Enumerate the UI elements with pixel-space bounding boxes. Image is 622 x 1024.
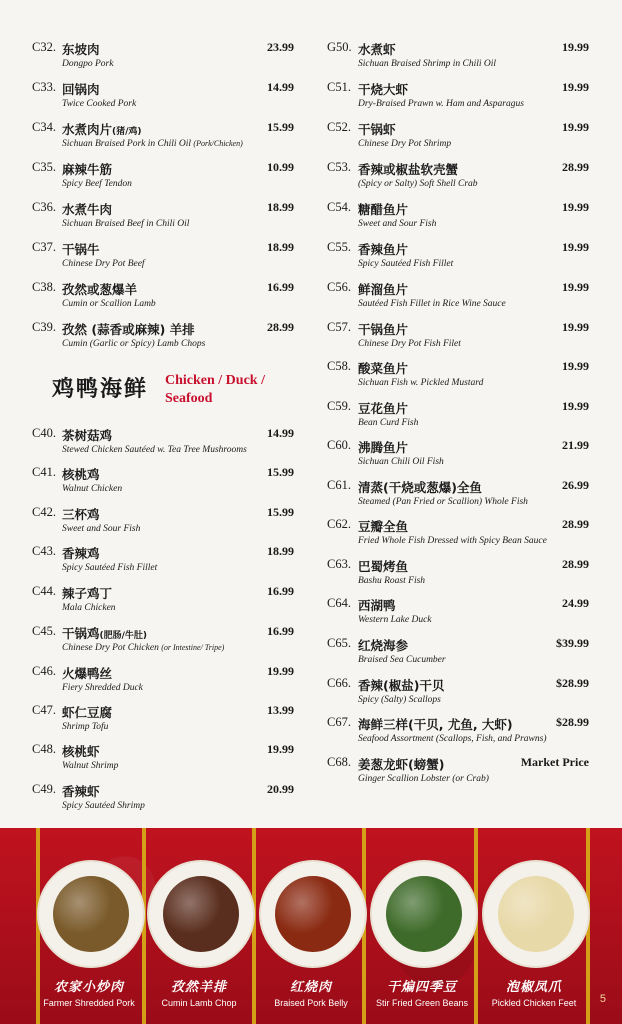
item-name-note: (猪/鸡) bbox=[112, 127, 142, 137]
item-name-english bbox=[358, 695, 441, 705]
item-desc-main: Dry-Braised Prawn w. Ham and Asparagus bbox=[358, 99, 524, 109]
dish-name-chinese: 孜然羊排 bbox=[170, 980, 227, 995]
section-heading bbox=[52, 368, 302, 418]
item-name-chinese bbox=[62, 624, 147, 642]
item-price: 18.99 bbox=[267, 200, 294, 214]
item-name-main: 姜葱龙虾(螃蟹) bbox=[358, 757, 445, 772]
item-desc-main: Cumin or Scallion Lamb bbox=[62, 299, 156, 309]
item-name-main: 清蒸(干烧或葱爆)全鱼 bbox=[358, 480, 482, 495]
item-name-chinese bbox=[62, 664, 112, 682]
item-code: C41. bbox=[32, 465, 56, 479]
item-code: C52. bbox=[327, 120, 351, 134]
item-name-english bbox=[358, 299, 506, 309]
item-name-chinese bbox=[358, 517, 408, 535]
item-name-english bbox=[62, 139, 243, 149]
item-price: 20.99 bbox=[267, 782, 294, 796]
item-name-chinese bbox=[358, 40, 396, 58]
item-name-english bbox=[62, 524, 140, 534]
featured-dish bbox=[482, 860, 586, 1008]
item-name-chinese bbox=[62, 703, 112, 721]
item-price: 13.99 bbox=[267, 703, 294, 717]
item-name-english bbox=[62, 219, 189, 229]
item-name-english bbox=[358, 59, 496, 69]
item-price: 15.99 bbox=[267, 465, 294, 479]
item-price: 19.99 bbox=[562, 280, 589, 294]
item-name-main: 虾仁豆腐 bbox=[62, 705, 113, 720]
item-name-english bbox=[358, 139, 451, 149]
featured-dish bbox=[37, 860, 141, 1008]
item-price: 19.99 bbox=[562, 399, 589, 413]
item-price: 19.99 bbox=[562, 320, 589, 334]
item-name-main: 干锅鸡 bbox=[62, 626, 100, 641]
item-price: 19.99 bbox=[562, 40, 589, 54]
dish-food-image bbox=[53, 876, 129, 952]
item-price: 18.99 bbox=[267, 544, 294, 558]
item-name-english bbox=[62, 761, 118, 771]
item-name-chinese bbox=[358, 438, 408, 456]
item-name-main: 火爆鸭丝 bbox=[62, 666, 113, 681]
item-desc-main: Dongpo Pork bbox=[62, 59, 114, 69]
item-name-english bbox=[62, 59, 113, 69]
dish-name-chinese: 泡椒凤爪 bbox=[505, 980, 562, 995]
item-code: C59. bbox=[327, 399, 351, 413]
item-name-main: 核桃虾 bbox=[62, 744, 100, 759]
item-name-main: 孜然或葱爆羊 bbox=[62, 282, 138, 297]
section-title-english bbox=[165, 372, 305, 408]
item-desc-main: Sweet and Sour Fish bbox=[358, 219, 437, 229]
item-code: C64. bbox=[327, 596, 351, 610]
item-code: C34. bbox=[32, 120, 56, 134]
item-desc-main: Steamed (Pan Fried or Scallion) Whole Fish bbox=[358, 497, 528, 507]
item-price: $28.99 bbox=[556, 715, 589, 729]
item-name-main: 干锅牛 bbox=[62, 242, 100, 257]
item-code: C46. bbox=[32, 664, 56, 678]
item-name-english bbox=[358, 418, 418, 428]
item-name-english bbox=[62, 563, 157, 573]
item-desc-main: Shrimp Tofu bbox=[62, 722, 109, 732]
item-price: 14.99 bbox=[267, 426, 294, 440]
item-desc-main: Spicy Sautéed Fish Fillet bbox=[62, 563, 158, 573]
item-name-chinese bbox=[358, 80, 408, 98]
item-code: C53. bbox=[327, 160, 351, 174]
page-number: 5 bbox=[599, 993, 606, 1005]
item-desc-main: Sweet and Sour Fish bbox=[62, 524, 141, 534]
item-code: C49. bbox=[32, 782, 56, 796]
item-price: 28.99 bbox=[562, 160, 589, 174]
item-price: 19.99 bbox=[562, 359, 589, 373]
item-name-chinese bbox=[62, 544, 100, 562]
item-name-english bbox=[62, 179, 132, 189]
item-code: C55. bbox=[327, 240, 351, 254]
item-name-english bbox=[62, 259, 145, 269]
item-name-main: 麻辣牛筋 bbox=[62, 162, 113, 177]
item-name-main: 三杯鸡 bbox=[62, 507, 100, 522]
item-name-chinese bbox=[62, 426, 112, 444]
item-name-main: 辣子鸡丁 bbox=[62, 586, 113, 601]
item-price: 19.99 bbox=[267, 742, 294, 756]
item-code: C48. bbox=[32, 742, 56, 756]
dish-name-english: Stir Fried Green Beans bbox=[375, 998, 469, 1008]
item-name-english bbox=[358, 339, 461, 349]
item-price: 23.99 bbox=[267, 40, 294, 54]
item-name-main: 海鲜三样(干贝, 尤鱼, 大虾) bbox=[358, 717, 513, 732]
item-desc-main: Sichuan Braised Beef in Chili Oil bbox=[62, 219, 190, 229]
item-name-main: 茶树菇鸡 bbox=[62, 428, 113, 443]
item-name-chinese bbox=[358, 320, 408, 338]
item-name-main: 豆花鱼片 bbox=[358, 401, 409, 416]
item-code: C51. bbox=[327, 80, 351, 94]
dish-food-image bbox=[275, 876, 351, 952]
item-desc-main: Stewed Chicken Sautéed w. Tea Tree Mushrooms bbox=[62, 445, 247, 455]
item-desc-main: Chinese Dry Pot Chicken bbox=[62, 643, 162, 653]
item-desc-main: Bean Curd Fish bbox=[358, 418, 419, 428]
item-name-english bbox=[62, 603, 116, 613]
item-name-english bbox=[358, 536, 547, 546]
item-desc-main: Bashu Roast Fish bbox=[358, 576, 426, 586]
item-name-main: 鲜溜鱼片 bbox=[358, 282, 409, 297]
item-desc-main: Chinese Dry Pot Shrimp bbox=[358, 139, 452, 149]
item-name-main: 干烧大虾 bbox=[358, 82, 409, 97]
item-code: C61. bbox=[327, 478, 351, 492]
item-price: 24.99 bbox=[562, 596, 589, 610]
item-price: 16.99 bbox=[267, 624, 294, 638]
item-desc-main: Spicy Sautéed Fish Fillet bbox=[358, 259, 454, 269]
item-price: 10.99 bbox=[267, 160, 294, 174]
item-name-main: 巴蜀烤鱼 bbox=[358, 559, 409, 574]
item-name-main: 红烧海参 bbox=[358, 638, 409, 653]
item-code: C42. bbox=[32, 505, 56, 519]
item-desc-main: Seafood Assortment (Scallops, Fish, and Prawns) bbox=[358, 734, 547, 744]
item-price: 15.99 bbox=[267, 505, 294, 519]
item-code: C33. bbox=[32, 80, 56, 94]
item-price: 19.99 bbox=[267, 664, 294, 678]
item-name-english bbox=[358, 774, 489, 784]
item-price: 15.99 bbox=[267, 120, 294, 134]
item-price: Market Price bbox=[520, 755, 589, 769]
item-name-chinese bbox=[62, 742, 100, 760]
item-price: $39.99 bbox=[556, 636, 589, 650]
section-title-chinese: 鸡鸭海鲜 bbox=[52, 376, 149, 402]
item-price: $28.99 bbox=[556, 676, 589, 690]
item-name-english bbox=[62, 339, 205, 349]
item-desc-main: Sautéed Fish Fillet in Rice Wine Sauce bbox=[358, 299, 506, 309]
item-name-chinese bbox=[358, 200, 408, 218]
item-name-english bbox=[358, 259, 453, 269]
dish-photo-plate bbox=[259, 860, 367, 968]
item-name-chinese bbox=[358, 280, 408, 298]
item-name-chinese bbox=[62, 584, 112, 602]
item-desc-main: Fried Whole Fish Dressed with Spicy Bean Sauce bbox=[358, 536, 547, 546]
item-code: C57. bbox=[327, 320, 351, 334]
item-code: C47. bbox=[32, 703, 56, 717]
dish-food-image bbox=[163, 876, 239, 952]
item-name-english bbox=[358, 615, 432, 625]
featured-dish bbox=[370, 860, 474, 1008]
item-name-chinese bbox=[358, 676, 444, 694]
item-name-english bbox=[62, 801, 145, 811]
dish-name-chinese: 干煸四季豆 bbox=[386, 980, 457, 995]
item-name-english bbox=[62, 643, 224, 653]
item-code: C68. bbox=[327, 755, 351, 769]
item-code: C67. bbox=[327, 715, 351, 729]
item-name-chinese bbox=[62, 240, 100, 258]
item-name-main: 香辣或椒盐软壳蟹 bbox=[358, 162, 459, 177]
dish-name-english: Farmer Shredded Pork bbox=[43, 998, 135, 1008]
item-price: 16.99 bbox=[267, 280, 294, 294]
item-name-chinese bbox=[62, 120, 142, 138]
item-name-main: 孜然 (蒜香或麻辣) 羊排 bbox=[62, 322, 195, 337]
item-name-chinese bbox=[358, 359, 408, 377]
item-name-main: 香辣虾 bbox=[62, 784, 100, 799]
item-name-main: 东坡肉 bbox=[62, 42, 100, 57]
item-name-chinese bbox=[358, 755, 444, 773]
dish-photo-plate bbox=[147, 860, 255, 968]
item-code: C35. bbox=[32, 160, 56, 174]
item-name-english bbox=[62, 722, 108, 732]
item-price: 28.99 bbox=[562, 557, 589, 571]
item-name-main: 水煮肉片 bbox=[62, 122, 113, 137]
item-name-chinese bbox=[358, 557, 408, 575]
item-desc-main: Cumin (Garlic or Spicy) Lamb Chops bbox=[62, 339, 206, 349]
item-desc-main: Chinese Dry Pot Fish Filet bbox=[358, 339, 461, 349]
item-price: 19.99 bbox=[562, 80, 589, 94]
item-desc-main: Chinese Dry Pot Beef bbox=[62, 259, 145, 269]
item-name-main: 香辣鱼片 bbox=[358, 242, 409, 257]
item-name-chinese bbox=[62, 782, 100, 800]
item-code: C39. bbox=[32, 320, 56, 334]
item-code: C40. bbox=[32, 426, 56, 440]
item-code: G50. bbox=[327, 40, 352, 54]
item-desc-main: Spicy (Salty) Scallops bbox=[358, 695, 441, 705]
dish-food-image bbox=[498, 876, 574, 952]
item-code: C32. bbox=[32, 40, 56, 54]
item-price: 18.99 bbox=[267, 240, 294, 254]
item-price: 28.99 bbox=[267, 320, 294, 334]
dish-photo-plate bbox=[370, 860, 478, 968]
item-price: 19.99 bbox=[562, 200, 589, 214]
featured-dish bbox=[147, 860, 251, 1008]
item-code: C43. bbox=[32, 544, 56, 558]
item-code: C36. bbox=[32, 200, 56, 214]
item-name-english bbox=[358, 179, 478, 189]
item-code: C38. bbox=[32, 280, 56, 294]
item-name-english bbox=[358, 457, 444, 467]
section-title-english-line1: Chicken / Duck / bbox=[165, 373, 265, 388]
item-price: 21.99 bbox=[562, 438, 589, 452]
item-price: 26.99 bbox=[562, 478, 589, 492]
item-name-main: 沸腾鱼片 bbox=[358, 440, 409, 455]
dish-photo-plate bbox=[37, 860, 145, 968]
item-name-english bbox=[358, 734, 547, 744]
item-name-chinese bbox=[358, 399, 408, 417]
item-name-chinese bbox=[358, 715, 513, 733]
item-name-chinese bbox=[358, 636, 408, 654]
dish-name-chinese: 农家小炒肉 bbox=[53, 980, 124, 995]
item-name-english bbox=[358, 99, 524, 109]
item-desc-note: (or Intestine/ Tripe) bbox=[161, 643, 225, 652]
item-name-main: 酸菜鱼片 bbox=[358, 361, 409, 376]
item-name-chinese bbox=[62, 505, 100, 523]
item-name-chinese bbox=[358, 478, 482, 496]
item-name-main: 干锅鱼片 bbox=[358, 322, 409, 337]
item-price: 16.99 bbox=[267, 584, 294, 598]
item-code: C44. bbox=[32, 584, 56, 598]
item-desc-main: Mala Chicken bbox=[62, 603, 116, 613]
item-desc-main: (Spicy or Salty) Soft Shell Crab bbox=[358, 179, 478, 189]
item-code: C66. bbox=[327, 676, 351, 690]
item-name-english bbox=[358, 497, 528, 507]
item-name-english bbox=[358, 378, 483, 388]
item-code: C37. bbox=[32, 240, 56, 254]
item-desc-main: Spicy Sautéed Shrimp bbox=[62, 801, 145, 811]
item-name-english bbox=[62, 299, 156, 309]
item-price: 14.99 bbox=[267, 80, 294, 94]
item-name-chinese bbox=[358, 596, 396, 614]
dish-name-chinese: 红烧肉 bbox=[289, 980, 332, 995]
item-price: 19.99 bbox=[562, 240, 589, 254]
section-title-english-line2: Seafood bbox=[165, 391, 213, 406]
featured-dish bbox=[259, 860, 363, 1008]
item-name-main: 核桃鸡 bbox=[62, 467, 100, 482]
item-name-main: 西湖鸭 bbox=[358, 598, 396, 613]
item-name-main: 干锅虾 bbox=[358, 122, 396, 137]
dish-name-english: Braised Pork Belly bbox=[274, 998, 348, 1008]
dish-name-english: Cumin Lamb Chop bbox=[161, 998, 237, 1008]
item-desc-note: (Pork/Chicken) bbox=[193, 139, 243, 148]
item-code: C62. bbox=[327, 517, 351, 531]
item-name-main: 香辣鸡 bbox=[62, 546, 100, 561]
item-price: 28.99 bbox=[562, 517, 589, 531]
item-name-chinese bbox=[62, 465, 100, 483]
item-name-chinese bbox=[62, 80, 100, 98]
item-name-english bbox=[62, 99, 136, 109]
item-desc-main: Sichuan Braised Shrimp in Chili Oil bbox=[358, 59, 497, 69]
item-name-english bbox=[358, 655, 446, 665]
item-code: C45. bbox=[32, 624, 56, 638]
item-name-chinese bbox=[358, 160, 458, 178]
item-code: C56. bbox=[327, 280, 351, 294]
item-price: 19.99 bbox=[562, 120, 589, 134]
dish-name-english: Pickled Chicken Feet bbox=[491, 998, 577, 1008]
item-name-english bbox=[62, 484, 122, 494]
item-code: C54. bbox=[327, 200, 351, 214]
item-code: C65. bbox=[327, 636, 351, 650]
item-name-main: 回锅肉 bbox=[62, 82, 100, 97]
item-desc-main: Sichuan Braised Pork in Chili Oil bbox=[62, 139, 194, 149]
item-name-main: 水煮虾 bbox=[358, 42, 396, 57]
item-code: C63. bbox=[327, 557, 351, 571]
item-name-chinese bbox=[358, 240, 408, 258]
item-desc-main: Sichuan Fish w. Pickled Mustard bbox=[358, 378, 484, 388]
item-name-english bbox=[62, 445, 247, 455]
item-code: C58. bbox=[327, 359, 351, 373]
item-name-english bbox=[358, 219, 436, 229]
item-name-main: 豆瓣全鱼 bbox=[358, 519, 409, 534]
item-name-chinese bbox=[62, 320, 195, 338]
dish-photo-plate bbox=[482, 860, 590, 968]
item-desc-main: Walnut Chicken bbox=[62, 484, 123, 494]
item-name-english bbox=[358, 576, 425, 586]
item-name-note: (肥肠/牛肚) bbox=[99, 631, 148, 641]
item-desc-main: Fiery Shredded Duck bbox=[62, 683, 143, 693]
item-name-english bbox=[62, 683, 143, 693]
item-name-chinese bbox=[62, 160, 112, 178]
item-name-main: 香辣(椒盐)干贝 bbox=[358, 678, 445, 693]
item-desc-main: Ginger Scallion Lobster (or Crab) bbox=[358, 774, 489, 784]
item-desc-main: Western Lake Duck bbox=[358, 615, 432, 625]
featured-dishes-banner bbox=[0, 828, 622, 1024]
dish-food-image bbox=[386, 876, 462, 952]
item-desc-main: Twice Cooked Pork bbox=[62, 99, 137, 109]
item-desc-main: Spicy Beef Tendon bbox=[62, 179, 132, 189]
item-name-chinese bbox=[358, 120, 396, 138]
item-name-chinese bbox=[62, 280, 137, 298]
item-name-main: 糖醋鱼片 bbox=[358, 202, 409, 217]
item-code: C60. bbox=[327, 438, 351, 452]
item-name-chinese bbox=[62, 40, 100, 58]
item-desc-main: Walnut Shrimp bbox=[62, 761, 119, 771]
item-name-main: 水煮牛肉 bbox=[62, 202, 113, 217]
item-name-chinese bbox=[62, 200, 112, 218]
item-desc-main: Sichuan Chili Oil Fish bbox=[358, 457, 444, 467]
item-desc-main: Braised Sea Cucumber bbox=[358, 655, 446, 665]
